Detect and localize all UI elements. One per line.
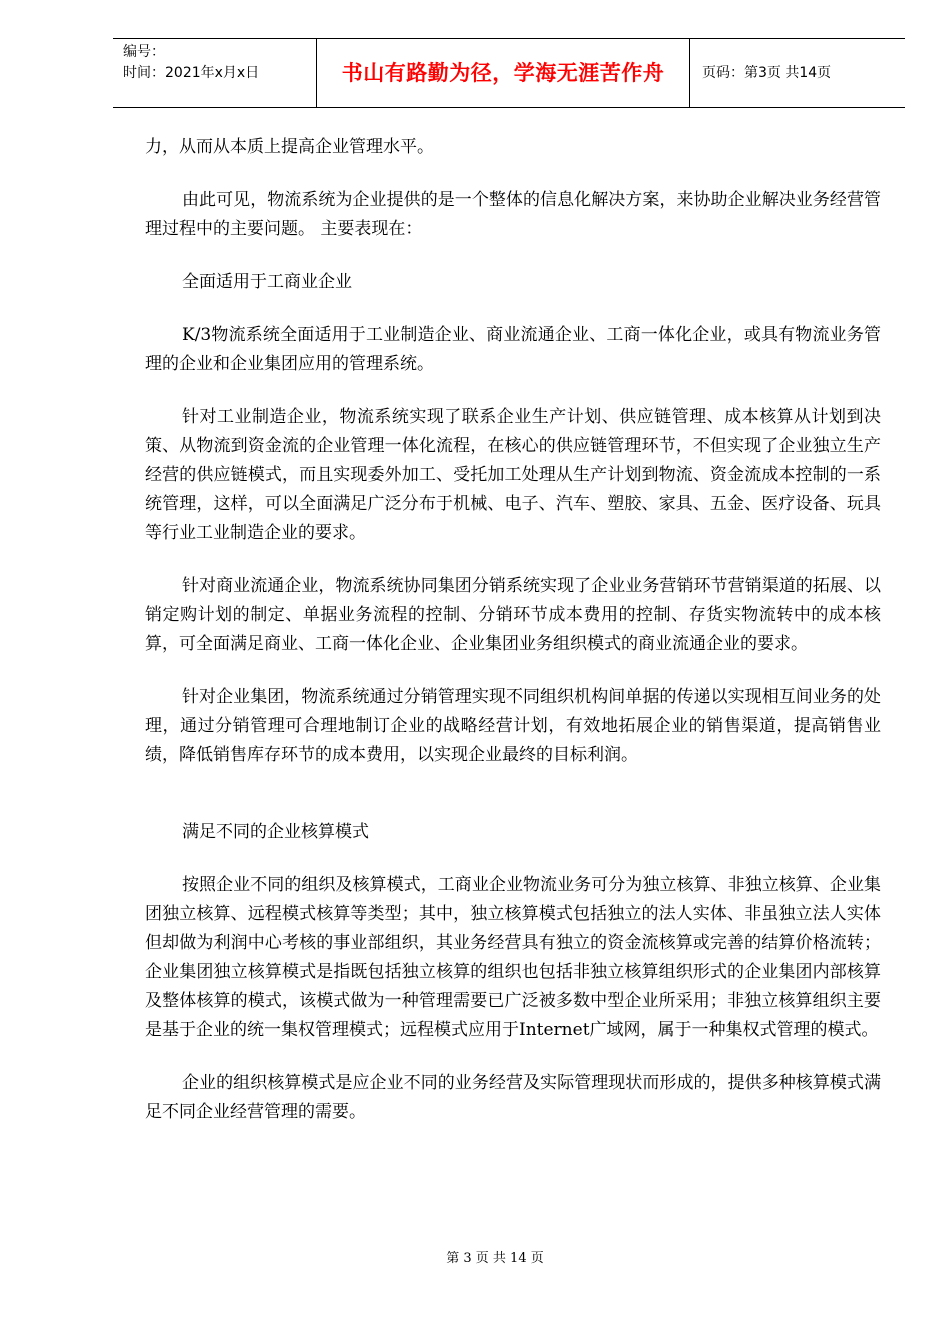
header-page-info: 页码：第3页 共14页 [702,65,832,81]
header-meta [113,39,316,107]
header-motto: 书山有路勤为径，学海无涯苦作舟 [316,39,690,107]
paragraph: 按照企业不同的组织及核算模式，工商业企业物流业务可分为独立核算、非独立核算、企业集团独立核算、远程模式核算等类型；其中，独立核算模式包括独立的法人实体、非虽独立法人实体但却做为利润中心考核的事业部组织，其业务经营具有独立的资金流核算或完善的结算价格流转；企业集团独立核算模式是指既包括独立核算的组织也包括非独立核算组织形式的企业集团内部核算及整体核算的模式，该模式做为一种管理需要已广泛被多数中型企业所采用；非独立核算组织主要是基于企业的统一集权管理模式；远程模式应用于Internet广域网，属于一种集权式管理的模式。 [145,875,881,1040]
paragraph: 企业的组织核算模式是应企业不同的业务经营及实际管理现状而形成的，提供多种核算模式满足不同企业经营管理的需要。 [145,1073,881,1122]
paragraph: 针对工业制造企业，物流系统实现了联系企业生产计划、供应链管理、成本核算从计划到决策、从物流到资金流的企业管理一体化流程，在核心的供应链管理环节，不但实现了企业独立生产经营的供应链模式，而且实现委外加工、受托加工处理从生产计划到物流、资金流成本控制的一系统管理，这样，可以全面满足广泛分布于机械、电子、汽车、塑胶、家具、五金、医疗设备、玩具等行业工业制造企业的要求。 [145,407,881,543]
paragraph: 针对商业流通企业，物流系统协同集团分销系统实现了企业业务营销环节营销渠道的拓展、以销定购计划的制定、单据业务流程的控制、分销环节成本费用的控制、存货实物流转中的成本核算，可全面满足商业、工商一体化企业、企业集团业务组织模式的商业流通企业的要求。 [145,576,881,654]
section-heading: 全面适用于工商业企业 [182,272,352,292]
paragraph: K/3物流系统全面适用于工业制造企业、商业流通企业、工商一体化企业，或具有物流业务管理的企业和企业集团应用的管理系统。 [145,325,881,374]
paragraph: 针对企业集团，物流系统通过分销管理实现不同组织机构间单据的传递以实现相互间业务的处理，通过分销管理可合理地制订企业的战略经营计划，有效地拓展企业的销售渠道，提高销售业绩，降低销售库存环节的成本费用，以实现企业最终的目标利润。 [145,687,881,765]
paragraph: 力，从而从本质上提高企业管理水平。 [145,137,434,157]
page-header [113,38,905,108]
page-footer: 第 3 页 共 14 页 [446,1251,544,1266]
number-label: 编号： [123,44,165,60]
time-label: 时间：2021年x月x日 [123,65,260,81]
paragraph: 由此可见，物流系统为企业提供的是一个整体的信息化解决方案，来协助企业解决业务经营管理过程中的主要问题。 主要表现在： [145,190,881,239]
document-body [145,133,881,1151]
section-heading: 满足不同的企业核算模式 [182,822,369,842]
